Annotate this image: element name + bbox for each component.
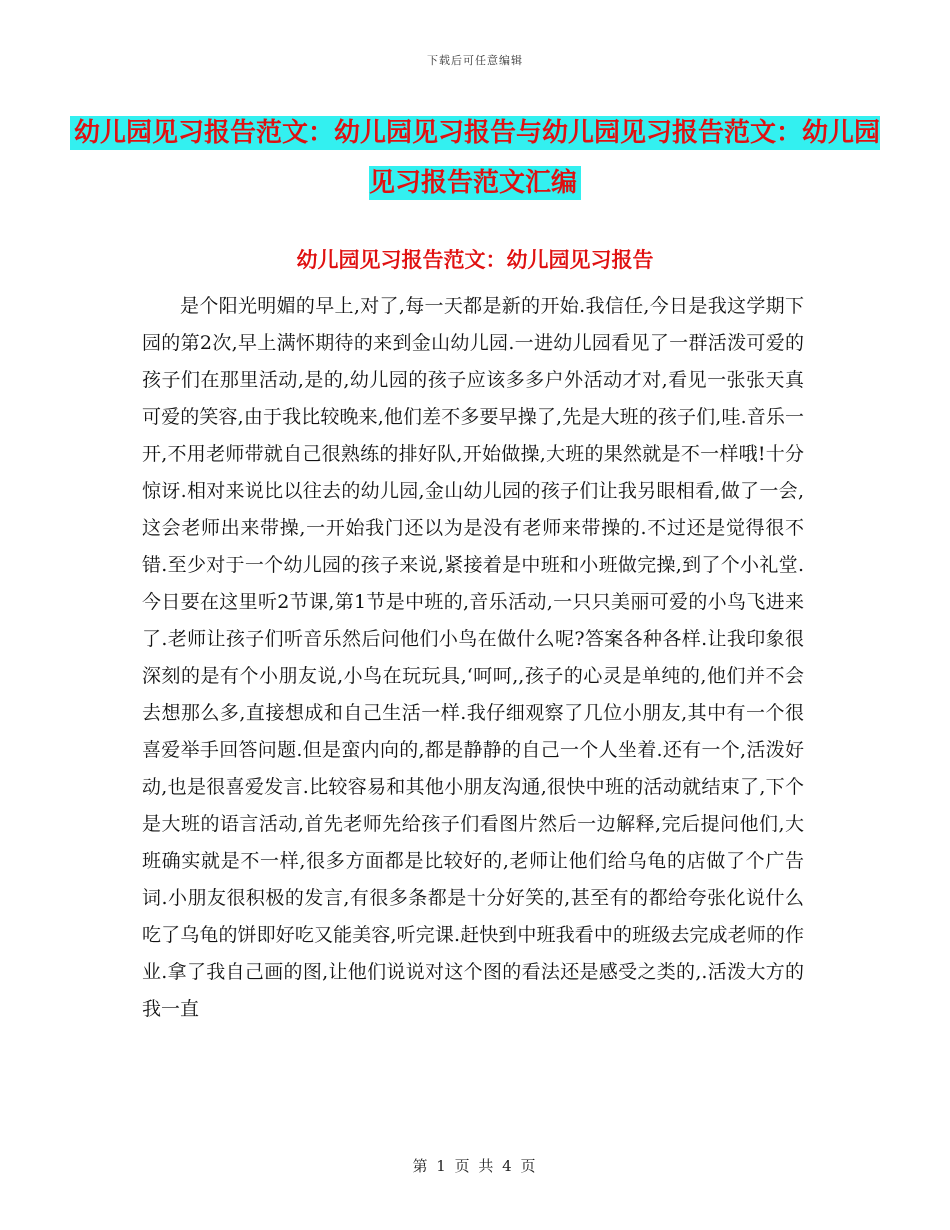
header-note: 下载后可任意编辑 xyxy=(427,54,523,67)
body-paragraph: 是个阳光明媚的早上,对了,每一天都是新的开始.我信任,今日是我这学期下园的第2次,早上满怀期待的来到金山幼儿园.一进幼儿园看见了一群活泼可爱的孩子们在那里活动,是的,幼儿园的孩子应该多多户外活动才对,看见一张张天真可爱的笑容,由于我比较晚来,他们差不多要早操了,先是大班的孩子们,哇.音乐一开,不用老师带就自己很熟练的排好队,开始做操,大班的果然就是不一样哦!十分惊讶.相对来说比以往去的幼儿园,金山幼儿园的孩子们让我另眼相看,做了一会,这会老师出来带操,一开始我门还以为是没有老师来带操的.不过还是觉得很不错.至少对于一个幼儿园的孩子来说,紧接着是中班和小班做完操,到了个小礼堂.今日要在这里听2节课,第1节是中班的,音乐活动,一只只美丽可爱的小鸟飞进来了.老师让孩子们听音乐然后问他们小鸟在做什么呢?答案各种各样.让我印象很深刻的是有个小朋友说,小鸟在玩玩具,‘呵呵,,孩子的心灵是单纯的,他们并不会去想那么多,直接想成和自己生活一样.我仔细观察了几位小朋友,其中有一个很喜爱举手回答问题.但是蛮内向的,都是静静的自己一个人坐着.还有一个,活泼好动,也是很喜爱发言.比较容易和其他小朋友沟通,很快中班的活动就结束了,下个是大班的语言活动,首先老师先给孩子们看图片然后一边解释,完后提问他们,大班确实就是不一样,很多方面都是比较好的,老师让他们给乌龟的店做了个广告词.小朋友很积极的发言,有很多条都是十分好笑的,甚至有的都给夸张化说什么吃了乌龟的饼即好吃又能美容,听完课.赶快到中班我看中的班级去完成老师的作业.拿了我自己画的图,让他们说说对这个图的看法还是感受之类的,.活泼大方的我一直 xyxy=(142,295,804,1020)
document-title-text: 幼儿园见习报告范文：幼儿园见习报告与幼儿园见习报告范文：幼儿园见习报告范文汇编 xyxy=(70,116,880,200)
section-title: 幼儿园见习报告范文：幼儿园见习报告 xyxy=(296,247,654,272)
page-number-footer: 第 1 页 共 4 页 xyxy=(412,1157,538,1175)
document-title xyxy=(60,108,890,208)
